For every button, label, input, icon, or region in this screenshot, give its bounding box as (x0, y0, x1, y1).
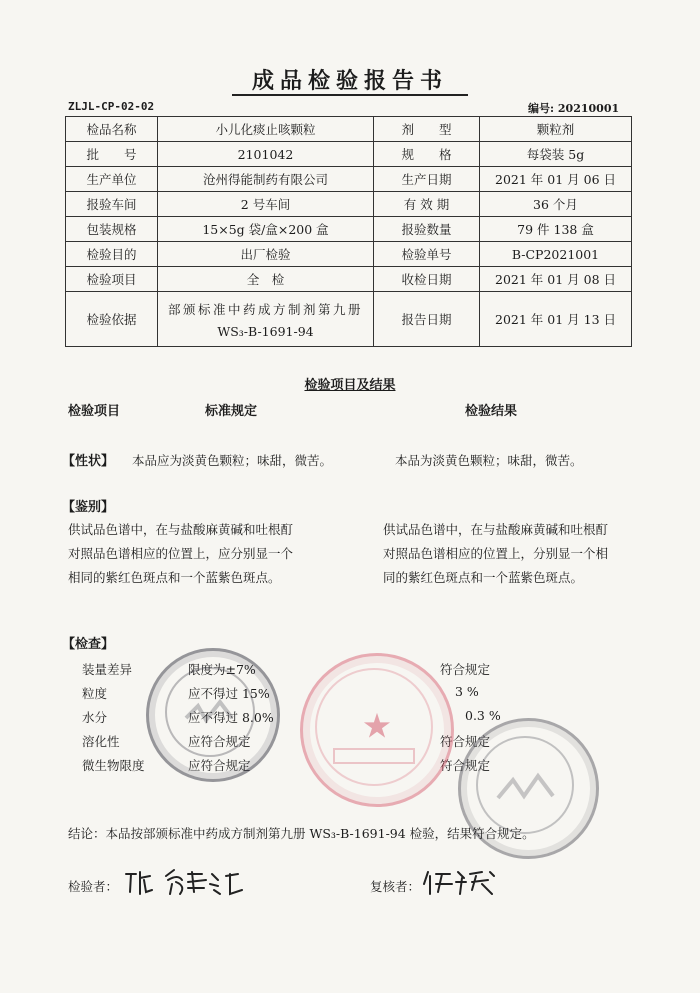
info-row (66, 292, 632, 347)
info-table (65, 116, 632, 347)
text-line: 同的紫红色斑点和一个蓝紫色斑点。 (383, 570, 584, 585)
header-item: 检验项目 (68, 404, 121, 419)
check-item: 微生物限度 (82, 758, 145, 773)
info-row (66, 267, 632, 292)
value-cell: 2021 年 01 月 13 日 (480, 292, 632, 347)
reviewer-signature (422, 866, 502, 898)
label-cell: 包装规格 (66, 217, 158, 242)
checks-label: 【检查】 (62, 637, 115, 652)
text-line: 供试品色谱中，在与盐酸麻黄碱和吐根酊 (383, 522, 609, 537)
text-line: 对照品色谱相应的位置上，分别显一个相 (383, 546, 609, 561)
title-underline (232, 94, 468, 96)
basis-line: 部颁标准中药成方制剂第九册 (167, 301, 363, 317)
traits-label: 【性状】 (62, 454, 115, 469)
label-cell: 收检日期 (374, 267, 480, 292)
traits-result: 本品为淡黄色颗粒；味甜，微苦。 (395, 453, 583, 468)
value-cell: 2021 年 01 月 06 日 (480, 167, 632, 192)
label-cell: 检验目的 (66, 242, 158, 267)
value-cell: 出厂检验 (158, 242, 374, 267)
traits-standard: 本品应为淡黄色颗粒；味甜，微苦。 (132, 453, 333, 468)
info-row (66, 167, 632, 192)
label-cell: 剂 型 (374, 117, 480, 142)
value-cell: 15×5g 袋/盒×200 盒 (158, 217, 374, 242)
document-number: 编号: 20210001 (528, 102, 620, 115)
reviewer-label: 复核者： (370, 879, 421, 894)
value-cell: 2021 年 01 月 08 日 (480, 267, 632, 292)
conclusion: 结论：本品按部颁标准中药成方制剂第九册 WS₃-B-1691-94 检验，结果符合规定。 (68, 826, 535, 841)
value-cell: 小儿化痰止咳颗粒 (158, 117, 374, 142)
quality-seal-middle (300, 653, 454, 807)
check-item: 粒度 (82, 686, 108, 701)
basis-cell (158, 292, 374, 347)
basis-code: WS₃-B-1691-94 (217, 323, 314, 339)
check-result: 0.3 % (465, 708, 501, 723)
document-code: ZLJL-CP-02-02 (68, 100, 155, 113)
check-standard: 应符合规定 (188, 734, 251, 749)
check-standard: 限度为±7% (188, 662, 256, 677)
check-result: 符合规定 (440, 734, 491, 749)
header-result: 检验结果 (465, 404, 518, 419)
header-standard: 标准规定 (205, 404, 258, 419)
text-line: 供试品色谱中，在与盐酸麻黄碱和吐根酊 (68, 522, 294, 537)
label-cell: 检验依据 (66, 292, 158, 347)
value-cell: 每袋装 5g (480, 142, 632, 167)
label-cell: 报验车间 (66, 192, 158, 217)
check-result: 符合规定 (440, 662, 491, 677)
check-standard: 应符合规定 (188, 758, 251, 773)
label-cell: 检品名称 (66, 117, 158, 142)
value-cell: 全 检 (158, 267, 374, 292)
text-line: 对照品色谱相应的位置上，应分别显一个 (68, 546, 294, 561)
check-result: 3 % (455, 684, 479, 699)
info-row (66, 192, 632, 217)
info-row (66, 117, 632, 142)
section-title: 检验项目及结果 (304, 378, 396, 393)
label-cell: 生产单位 (66, 167, 158, 192)
label-cell: 有 效 期 (374, 192, 480, 217)
value-cell: 颗粒剂 (480, 117, 632, 142)
label-cell: 规 格 (374, 142, 480, 167)
info-row (66, 242, 632, 267)
identify-label: 【鉴别】 (62, 500, 115, 515)
value-cell: 2101042 (158, 142, 374, 167)
label-cell: 报告日期 (374, 292, 480, 347)
star-icon: ★ (361, 706, 393, 747)
value-cell: 2 号车间 (158, 192, 374, 217)
label-cell: 生产日期 (374, 167, 480, 192)
identify-result (383, 518, 648, 590)
value-cell: 36 个月 (480, 192, 632, 217)
text-line: 相同的紫红色斑点和一个蓝紫色斑点。 (68, 570, 281, 585)
label-cell: 报验数量 (374, 217, 480, 242)
value-cell: 79 件 138 盒 (480, 217, 632, 242)
info-row (66, 142, 632, 167)
info-row (66, 217, 632, 242)
check-item: 水分 (82, 710, 108, 725)
check-standard: 应不得过 8.0% (188, 710, 274, 725)
identify-standard (68, 518, 333, 590)
value-cell: 沧州得能制药有限公司 (158, 167, 374, 192)
report-title: 成品检验报告书 (251, 68, 448, 94)
check-standard: 应不得过 15% (188, 686, 270, 701)
check-item: 溶化性 (82, 734, 120, 749)
inspector-signature (122, 866, 262, 898)
label-cell: 检验单号 (374, 242, 480, 267)
check-result: 符合规定 (440, 758, 491, 773)
value-cell: B-CP2021001 (480, 242, 632, 267)
inspector-label: 检验者： (68, 879, 119, 894)
check-item: 装量差异 (82, 662, 133, 677)
label-cell: 批 号 (66, 142, 158, 167)
label-cell: 检验项目 (66, 267, 158, 292)
